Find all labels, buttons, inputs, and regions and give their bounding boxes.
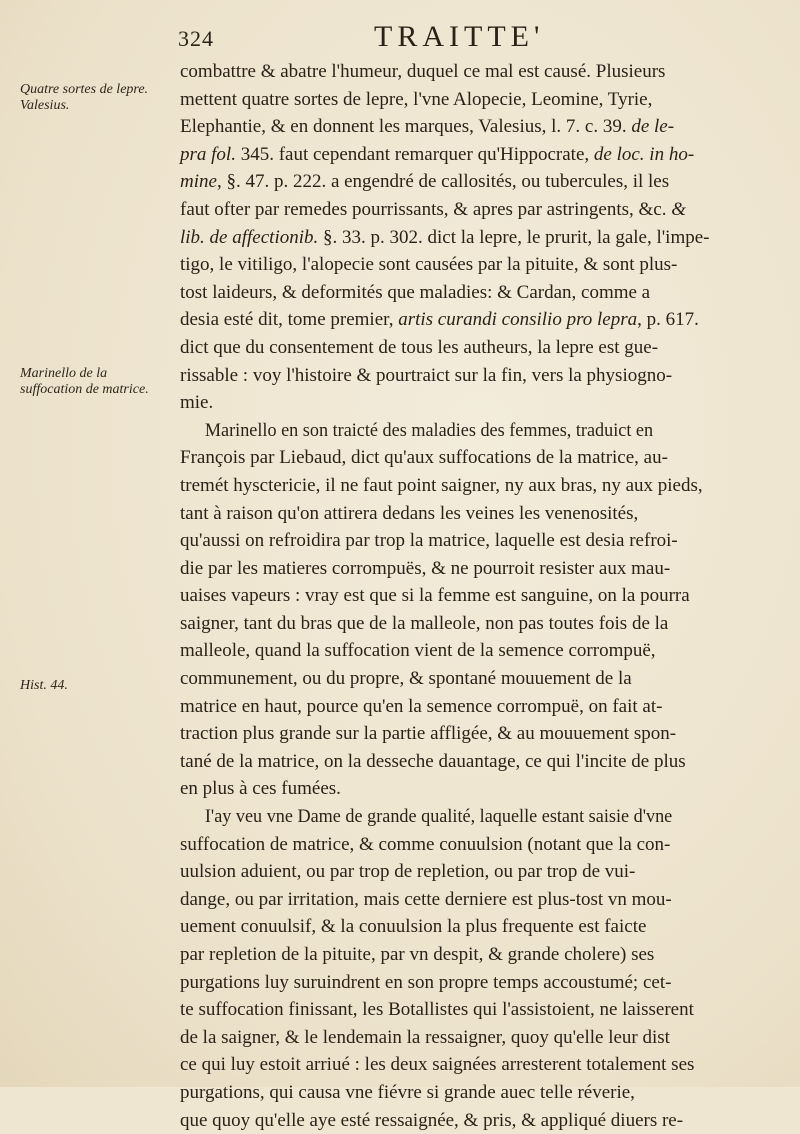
text-segment: §. 33. p. 302. dict la lepre, le prurit, la gale, l'impe- xyxy=(318,226,710,248)
text-segment: que quoy qu'elle aye esté ressaignée, & pris, & appliqué diuers re- xyxy=(180,1109,684,1131)
text-line xyxy=(180,527,780,555)
text-segment: te suffocation finissant, les Botallistes qui l'assistoient, ne laisserent xyxy=(180,999,694,1021)
italic-segment: de le- xyxy=(631,116,675,138)
italic-segment: de loc. in ho- xyxy=(593,143,695,165)
text-segment: Elephantie, & en donnent les marques, Valesius, l. 7. c. 39. xyxy=(180,116,632,138)
italic-segment: lib. de affectionib. xyxy=(180,226,319,248)
text-segment: uaises vapeurs : vray est que si la femme est sanguine, on la pourra xyxy=(180,585,690,607)
text-segment: dict que du consentement de tous les autheurs, la lepre est gue- xyxy=(180,336,659,358)
text-line xyxy=(180,555,780,583)
text-segment: tremét hysctericie, il ne faut point saigner, ny aux bras, ny aux pieds, xyxy=(180,474,703,496)
text-line xyxy=(180,196,780,224)
text-segment: saigner, tant du bras que de la malleole, non pas toutes fois de la xyxy=(180,612,669,634)
text-segment: , §. 47. p. 222. a engendré de callosités, ou tubercules, il les xyxy=(216,171,670,193)
italic-segment: pra fol. xyxy=(180,143,236,165)
text-line xyxy=(180,665,780,693)
text-line xyxy=(180,775,780,803)
text-segment: malleole, quand la suffocation vient de la semence corrompuë, xyxy=(180,640,656,662)
text-line xyxy=(180,941,780,969)
text-segment: par repletion de la pituite, par vn despit, & grande cholere) ses xyxy=(180,944,655,965)
text-line xyxy=(180,279,780,307)
text-line xyxy=(180,444,780,472)
text-segment: mie. xyxy=(180,392,214,414)
text-line xyxy=(180,637,780,665)
text-line xyxy=(180,472,780,500)
text-segment: tant à raison qu'on attirera dedans les veines les venenosités, xyxy=(180,502,639,524)
text-line xyxy=(180,969,780,997)
text-segment: , p. 617. xyxy=(637,309,699,331)
text-segment: uement conuulsif, & la conuulsion la plus frequente est faicte xyxy=(180,916,647,938)
text-line xyxy=(180,886,780,914)
text-line xyxy=(180,1024,780,1052)
text-segment: François par Liebaud, dict qu'aux suffocations de la matrice, au- xyxy=(180,447,668,469)
text-segment: communement, ou du propre, & spontané mouuement de la xyxy=(180,668,632,690)
text-segment: faut ofter par remedes pourrissants, & apres par astringents, &c. xyxy=(180,198,672,220)
text-line xyxy=(180,693,780,721)
text-segment: tigo, le vitiligo, l'alopecie sont causées par la pituite, & sont plus- xyxy=(180,254,678,276)
text-line xyxy=(180,113,780,141)
text-line xyxy=(180,58,780,86)
text-segment: suffocation de matrice, & comme conuulsion (notant que la con- xyxy=(180,833,671,855)
text-segment: tané de la matrice, on la desseche dauantage, ce qui l'incite de plus xyxy=(180,750,686,772)
text-line xyxy=(180,251,780,279)
text-line xyxy=(180,1051,780,1079)
text-line xyxy=(180,610,780,638)
text-line xyxy=(180,362,780,390)
text-line xyxy=(180,224,780,252)
text-line xyxy=(180,500,780,528)
text-line xyxy=(180,748,780,776)
text-line xyxy=(180,831,780,859)
text-line xyxy=(180,417,754,445)
text-line xyxy=(180,913,780,941)
text-segment: purgations, qui causa vne fiévre si grande auec telle réverie, xyxy=(180,1081,635,1103)
page-header xyxy=(178,16,778,54)
text-line xyxy=(180,168,780,196)
text-segment: I'ay veu vne Dame de grande qualité, laquelle estant saisie d'vne xyxy=(204,806,673,828)
text-segment: purgations luy suruindrent en son propre temps accoustumé; cet- xyxy=(180,971,672,993)
text-line xyxy=(180,334,780,362)
text-line xyxy=(180,996,780,1024)
paragraph xyxy=(180,417,780,803)
text-line xyxy=(180,141,780,169)
text-segment: combattre & abatre l'humeur, duquel ce mal est causé. Plusieurs xyxy=(180,61,666,82)
page-number: 324 xyxy=(178,26,214,51)
body-text xyxy=(180,58,780,1134)
paragraph xyxy=(180,58,780,417)
text-segment: rissable : voy l'histoire & pourtraict sur la fin, vers la physiogno- xyxy=(180,364,673,386)
text-segment: traction plus grande sur la partie affligée, & au mouuement spon- xyxy=(180,723,677,745)
text-segment: uulsion aduient, ou par trop de repletion, ou par trop de vui- xyxy=(180,861,636,883)
running-title: TRAITTE' xyxy=(374,20,545,53)
italic-segment: artis curandi consilio pro lepra xyxy=(398,309,638,331)
text-line xyxy=(180,86,780,114)
text-line xyxy=(180,1079,780,1107)
margin-note-quatre-sortes: Quatre sortes de lepre. Valesius. xyxy=(20,82,149,113)
text-segment: dange, ou par irritation, mais cette derniere est plus-tost vn mou- xyxy=(180,888,672,910)
text-segment: qu'aussi on refroidira par trop la matrice, laquelle est desia refroi- xyxy=(180,530,678,552)
text-line xyxy=(180,1107,780,1134)
margin-note-hist-44: Hist. 44. xyxy=(20,678,68,693)
text-segment: die par les matieres corrompuës, & ne pourroit resister aux mau- xyxy=(180,557,671,579)
text-line xyxy=(180,858,780,886)
text-segment: de la saigner, & le lendemain la ressaigner, quoy qu'elle leur dist xyxy=(180,1026,670,1048)
text-segment: ce qui luy estoit arriué : les deux saignées arresterent totalement ses xyxy=(180,1054,695,1076)
text-segment: 345. faut cependant remarquer qu'Hippocrate, xyxy=(235,143,594,165)
text-line xyxy=(180,306,780,334)
text-segment: mettent quatre sortes de lepre, l'vne Alopecie, Leomine, Tyrie, xyxy=(180,88,653,110)
text-segment: desia esté dit, tome premier, xyxy=(180,309,399,331)
paragraph xyxy=(180,803,780,1134)
margin-note-marinello: Marinello de la suffocation de matrice. xyxy=(20,366,149,397)
text-segment: Marinello en son traicté des maladies des femmes, traduict en xyxy=(204,419,654,441)
text-line xyxy=(180,389,780,417)
italic-segment: & xyxy=(671,198,686,220)
text-segment: en plus à ces fumées. xyxy=(180,778,341,800)
text-segment: matrice en haut, pource qu'en la semence corrompuë, on fait at- xyxy=(180,695,663,717)
text-segment: tost laideurs, & deformités que maladies: & Cardan, comme a xyxy=(180,281,651,303)
text-line xyxy=(180,582,780,610)
text-line xyxy=(180,803,754,831)
italic-segment: mine xyxy=(180,171,217,193)
text-line xyxy=(180,720,780,748)
